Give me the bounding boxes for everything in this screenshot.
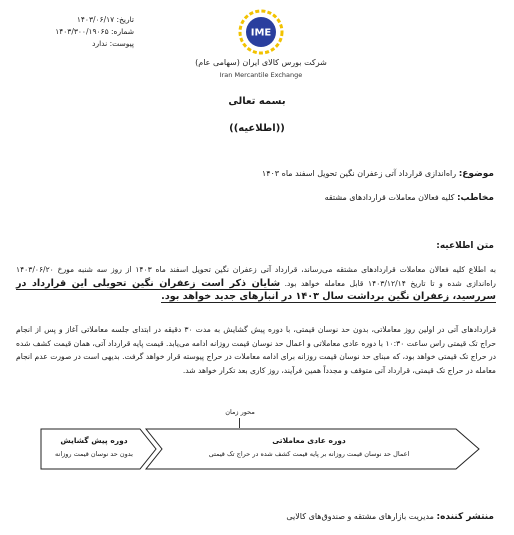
letter-date: تاریخ: ۱۴۰۳/۰۶/۱۷ (76, 15, 134, 24)
company-name-en: Iran Mercantile Exchange (219, 71, 303, 79)
letter-number: شماره: ۱۴۰۳/۳۰۰/۱۹۰۶۵ (55, 27, 134, 36)
company-logo (186, 8, 336, 86)
body-p1-text: به اطلاع کلیه فعالان معاملات قراردادهای مشتقه می‌رساند، قرارداد آتی زعفران نگین تحویل اسفند ماه ۱۴۰۳ از روز سه شنبه مورخ ۱۴۰۳/۰۶/۲۰ راه‌اندازی شده و تا تاریخ ۱۴۰۳/۱۲/۱۴ قابل معامله خواهد بود. (16, 265, 496, 288)
pre-opening-desc: بدون حد نوسان قیمت روزانه (55, 450, 133, 458)
subject-label: موضوع: (458, 169, 494, 179)
normal-trading-title: دوره عادی معاملاتی (272, 436, 346, 445)
logo-mark: IME (250, 27, 272, 39)
pre-opening-phase-shape (41, 429, 156, 469)
letter-attachment: پیوست: ندارد (92, 39, 134, 48)
publisher-text: مدیریت بازارهای مشتقه و صندوق‌های کالایی (286, 512, 434, 521)
body-p1-highlight: شایان ذکر است زعفران نگین تحویلی این قرارداد در سررسید، زعفران نگین برداشت سال ۱۴۰۳ در انبارهای جدید خواهد بود. (16, 277, 496, 302)
body-paragraph-2: قراردادهای آتی در اولین روز معاملاتی، بدون حد نوسان قیمتی، با دوره پیش گشایش به مدت ۳۰ دقیقه در ابتدای جلسه معاملاتی آغاز و پس از انجام حراج تک قیمتی راس ساعت ۱۰:۳۰ با دوره عادی معاملاتی و اعمال حد نوسان قیمت روزانه ادامه می‌یابد. قیمت پایه قرارداد آتی، همان قیمت کشف شده در حراج تک قیمتی خواهد بود، که مبنای حد نوسان قیمت روزانه برای ادامه معاملات در حراج پیوسته قرار خواهد گرفت. بدیهی است در صورت عدم انجام معامله در حراج تک قیمتی، قرارداد آتی متوقف و مجدداً همین فرآیند، روز کاری بعد تکرار خواهد شد. (16, 325, 496, 375)
normal-trading-desc: اعمال حد نوسان قیمت روزانه بر پایه قیمت کشف شده در حراج تک قیمتی (208, 450, 410, 458)
letter-meta (14, 14, 134, 50)
trading-timeline (40, 428, 480, 474)
ime-logo-icon (237, 8, 285, 56)
audience-label: مخاطب: (456, 193, 494, 203)
normal-trading-phase-shape (146, 429, 479, 469)
pre-opening-title: دوره پیش گشایش (60, 436, 128, 445)
audience-line (24, 193, 494, 203)
bismillah-heading: بسمه تعالی (228, 96, 286, 107)
timeline-arrow-diagram (40, 428, 480, 470)
publisher-line (24, 512, 494, 522)
time-axis-label: محور زمان (225, 408, 255, 416)
time-axis-tick (239, 418, 240, 428)
body-label: متن اطلاعیه: (436, 241, 494, 251)
publisher-label: منتشر کننده: (436, 512, 494, 522)
audience-text: کلیه فعالان معاملات قراردادهای مشتقه (324, 193, 455, 202)
subject-line (24, 169, 494, 179)
company-name-fa: شرکت بورس کالای ایران (سهامی عام) (195, 58, 327, 67)
body-paragraph-1 (16, 263, 496, 304)
notice-title: ((اطلاعیه)) (229, 123, 285, 134)
subject-text: راه‌اندازی قرارداد آتی زعفران نگین تحویل اسفند ماه ۱۴۰۳ (261, 169, 457, 178)
